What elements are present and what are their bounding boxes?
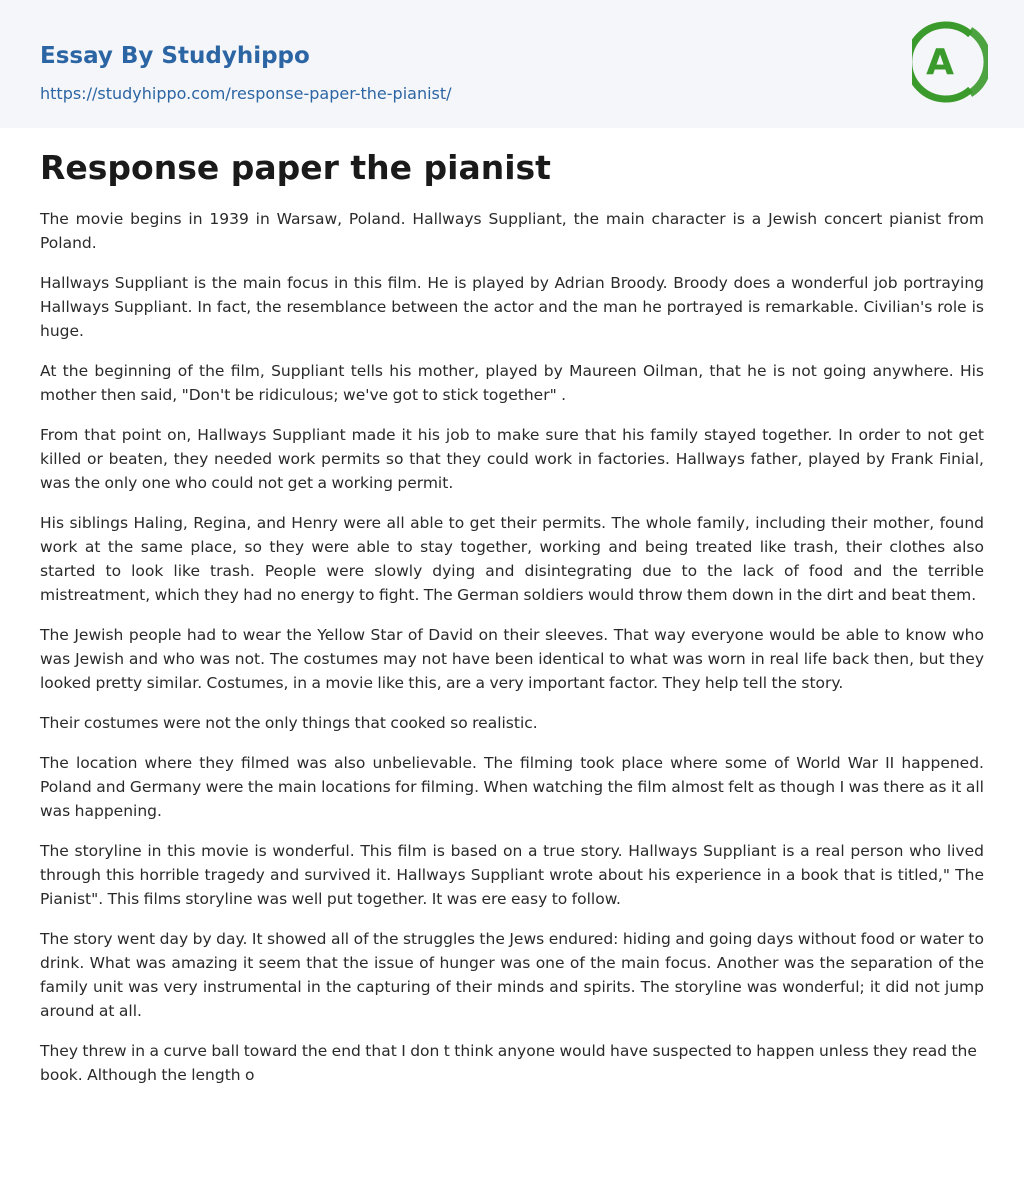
- logo-letter: A: [926, 42, 954, 83]
- site-title[interactable]: Essay By Studyhippo: [40, 43, 310, 69]
- essay-paragraph: The Jewish people had to wear the Yellow Star of David on their sleeves. That way everyone would be able to know who was Jewish and who was not. The costumes may not have been identical to what was worn in real life back then, but they looked pretty similar. Costumes, in a movie like this, are a very important factor. They help tell the story.: [40, 626, 984, 692]
- essay-paragraph: The location where they filmed was also unbelievable. The filming took place where some of World War II happened. Poland and Germany were the main locations for filming. When watching the film almost felt as though I was there as it all was happening.: [40, 754, 984, 820]
- essay-paragraph-truncated: They threw in a curve ball toward the end that I don t think anyone would have suspected to happen unless they read the book. Although the length o: [40, 1042, 977, 1084]
- essay-paragraph: The story went day by day. It showed all of the struggles the Jews endured: hiding and going days without food or water to drink. What was amazing it seem that the issue of hunger was one of the main focus. Another was the separation of the family unit was very instrumental in the capturing of their minds and spirits. The storyline was wonderful; it did not jump around at all.: [40, 930, 984, 1020]
- page-header: [0, 0, 1024, 128]
- essay-paragraph: The storyline in this movie is wonderful. This film is based on a true story. Hallways Suppliant is a real person who lived through this horrible tragedy and survived it. Hallways Suppliant wrote about his experience in a book that is titled," The Pianist". This films storyline was well put together. It was ere easy to follow.: [40, 842, 984, 908]
- essay-content: [40, 146, 984, 1103]
- essay-paragraph: His siblings Haling, Regina, and Henry were all able to get their permits. The whole family, including their mother, found work at the same place, so they were able to stay together, working and being treated like trash, their clothes also started to look like trash. People were slowly dying and disintegrating due to the lack of food and the terrible mistreatment, which they had no energy to fight. The German soldiers would throw them down in the dirt and beat them.: [40, 514, 984, 604]
- essay-paragraph: From that point on, Hallways Suppliant made it his job to make sure that his family stayed together. In order to not get killed or beaten, they needed work permits so that they could work in factories. Hallways father, played by Frank Finial, was the only one who could not get a working permit.: [40, 426, 984, 492]
- essay-paragraph: Their costumes were not the only things that cooked so realistic.: [40, 714, 538, 732]
- essay-paragraph: The movie begins in 1939 in Warsaw, Poland. Hallways Suppliant, the main character is a Jewish concert pianist from Poland.: [40, 210, 984, 252]
- studyhippo-logo-icon[interactable]: [912, 18, 988, 106]
- essay-url-link[interactable]: https://studyhippo.com/response-paper-the-pianist/: [40, 84, 452, 103]
- essay-paragraph: At the beginning of the film, Suppliant tells his mother, played by Maureen Oilman, that he is not going anywhere. His mother then said, "Don't be ridiculous; we've got to stick together" .: [40, 362, 984, 404]
- essay-title: Response paper the pianist: [40, 148, 551, 187]
- essay-paragraph: Hallways Suppliant is the main focus in this film. He is played by Adrian Broody. Broody does a wonderful job portraying Hallways Suppliant. In fact, the resemblance between the actor and the man he portrayed is remarkable. Civilian's role is huge.: [40, 274, 984, 340]
